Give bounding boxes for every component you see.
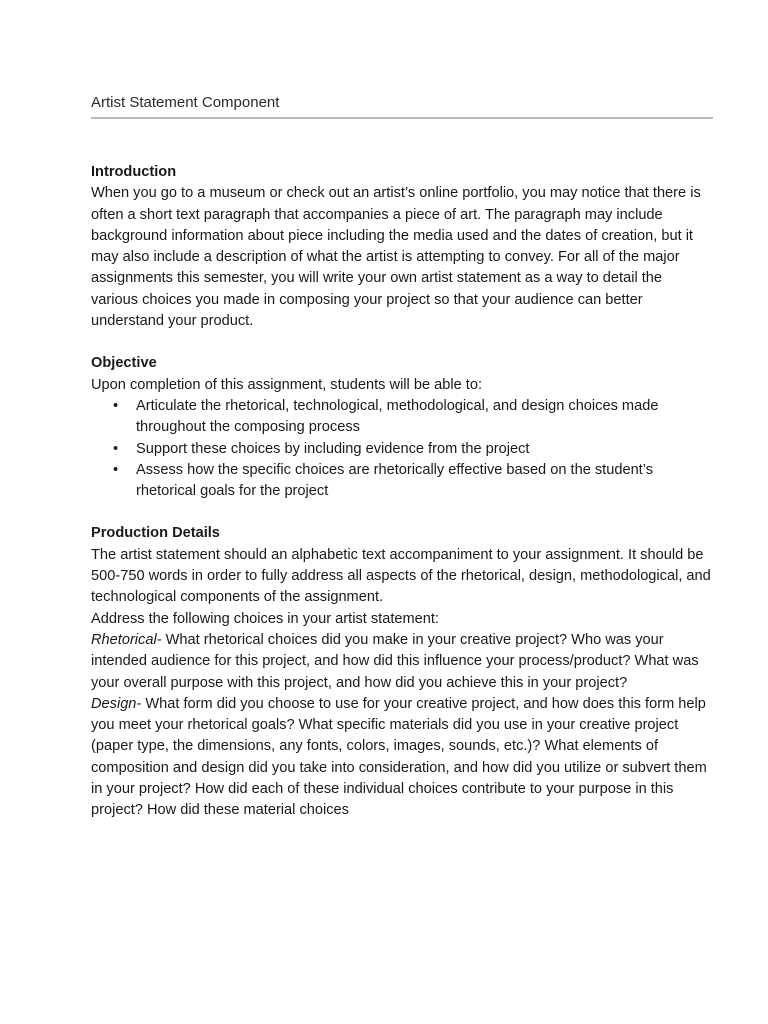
design-paragraph [91, 694, 713, 822]
production-body: The artist statement should an alphabetic text accompaniment to your assignment. It should be 500-750 words in order to fully address all aspects of the rhetorical, design, methodological, and technological components of the assignment. [91, 546, 711, 606]
document-title: Artist Statement Component [91, 92, 713, 119]
design-body: What form did you choose to use for your creative project, and how does this form help you meet your rhetorical goals? What specific materials did you use in your creative project (paper type, the dimensions, any fonts, colors, images, sounds, etc.)? What elements of composition and design did you take into consideration, and how did you utilize or subvert them in your project? How did each of these individual choices contribute to your purpose in this project? How did these material choices [91, 695, 707, 819]
objective-lead: Upon completion of this assignment, students will be able to: [91, 376, 483, 393]
rhetorical-paragraph [91, 630, 713, 694]
design-label: Design- [91, 695, 142, 712]
bullet-icon: • [113, 397, 119, 414]
objective-list [91, 396, 713, 502]
introduction-section [91, 162, 713, 332]
list-item [91, 439, 713, 460]
bullet-icon: • [113, 461, 119, 478]
list-item [91, 396, 713, 439]
objective-heading: Objective [91, 355, 157, 372]
list-item-text: Articulate the rhetorical, technological, methodological, and design choices made throughout the composing process [136, 397, 659, 436]
rhetorical-label: Rhetorical- [91, 631, 162, 648]
list-item-text: Support these choices by including evidence from the project [136, 440, 530, 457]
document-page [91, 92, 713, 822]
address-instruction: Address the following choices in your artist statement: [91, 610, 439, 627]
production-section [91, 523, 713, 821]
bullet-icon: • [113, 440, 119, 457]
objective-section [91, 353, 713, 502]
introduction-heading: Introduction [91, 164, 177, 180]
rhetorical-body: What rhetorical choices did you make in your creative project? Who was your intended audience for this project, and how did this influence your process/product? What was your overall purpose with this project, and how did you achieve this in your project? [91, 631, 699, 691]
list-item-text: Assess how the specific choices are rhetorically effective based on the student’s rhetorical goals for the project [136, 461, 654, 500]
introduction-body: When you go to a museum or check out an artist’s online portfolio, you may notice that there is often a short text paragraph that accompanies a piece of art. The paragraph may include background information about piece including the media used and the dates of creation, but it may also include a description of what the artist is attempting to convey. For all of the major assignments this semester, you will write your own artist statement as a way to detail the various choices you made in composing your project so that your audience can better understand your product. [91, 185, 701, 330]
production-heading: Production Details [91, 525, 220, 542]
list-item [91, 460, 713, 503]
